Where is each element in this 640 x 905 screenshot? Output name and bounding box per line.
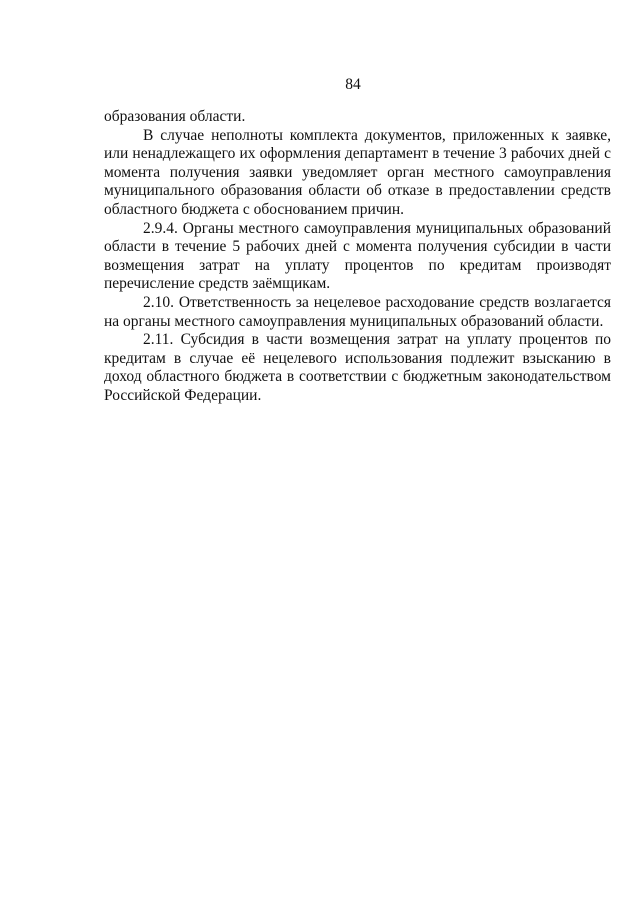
body-text [104,108,611,406]
paragraph-incomplete-documents: В случае неполноты комплекта документов, приложенных к заявке, или ненадлежащего их оформления департамент в течение 3 рабочих дней с момента получения заявки уведомляет орган местного самоуправления муниципального образования области об отказе в предоставлении средств областного бюджета с обоснованием причин. [104,126,611,218]
paragraph-2-10: 2.10. Ответственность за нецелевое расходование средств возлагается на органы местного самоуправления муниципальных образований области. [104,293,611,330]
paragraph-2-11: 2.11. Субсидия в части возмещения затрат на уплату процентов по кредитам в случае её нецелевого использования подлежит взысканию в доход областного бюджета в соответствии с бюджетным законодательством Российской Федерации. [104,331,611,404]
paragraph-2-9-4: 2.9.4. Органы местного самоуправления муниципальных образований области в течение 5 рабочих дней с момента получения субсидии в части возмещения затрат на уплату процентов по кредитам производят перечисление средств заёмщикам. [104,219,611,293]
page-number: 84 [345,76,361,93]
paragraph-continuation: образования области. [104,108,246,125]
